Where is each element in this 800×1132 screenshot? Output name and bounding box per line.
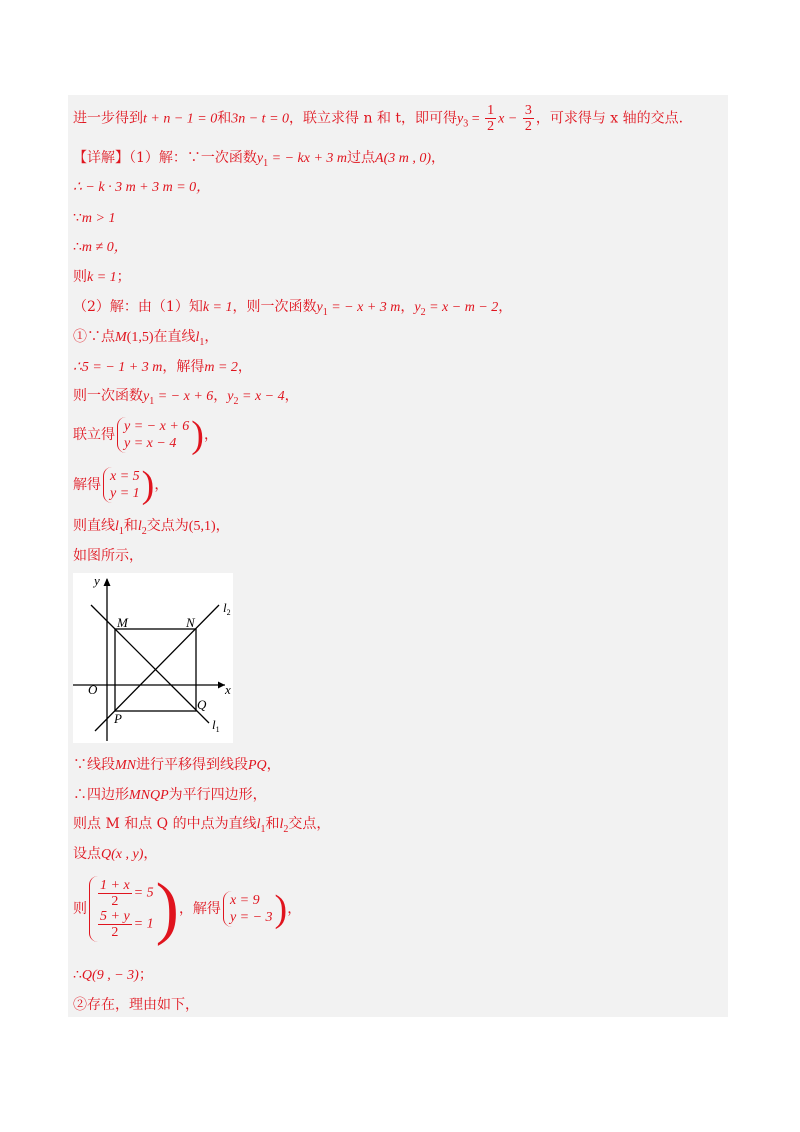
q-solution-system: x = 9 y = − 3 bbox=[223, 891, 273, 927]
point-p-label: P bbox=[114, 711, 122, 726]
figure-svg bbox=[73, 573, 233, 743]
line-midpoint: 则点 M 和点 Q 的中点为直线$l_1$和$l_2$交点， bbox=[73, 816, 331, 835]
x-arrow bbox=[218, 682, 225, 689]
line-translate: ∵线段MN进行平移得到线段PQ， bbox=[73, 757, 281, 773]
point-n-label: N bbox=[186, 615, 195, 630]
line-exists: ②存在，理由如下， bbox=[73, 997, 199, 1013]
line-system-1: 联立得 y = − x + 6 y = x − 4 )， bbox=[73, 414, 218, 456]
point-m-label: M bbox=[117, 615, 128, 630]
coordinate-figure bbox=[73, 573, 233, 743]
line-intersection: 则直线$l_1$和$l_2$交点为(5,1)， bbox=[73, 518, 230, 537]
x-label: x bbox=[225, 682, 231, 697]
fraction-three-halves: $\frac{3}{2}$ bbox=[524, 103, 532, 134]
l1-label: $l_1$ bbox=[212, 717, 220, 734]
line-as-shown: 如图所示， bbox=[73, 548, 143, 564]
line-set-q: 设点Q(x , y)， bbox=[73, 846, 158, 862]
line-midpoint-system: 则 $\frac{1 + x}{2}$ = 5 $\frac{5 + y}{2}$ = 1 )，解得 x = 9 y = − 3 )， bbox=[73, 870, 302, 947]
line-point-m: ①∵点M(1,5)在直线$l_1$， bbox=[73, 329, 219, 348]
y-arrow bbox=[104, 578, 111, 586]
line-solution-1: 解得 x = 5 y = 1 )， bbox=[73, 464, 169, 506]
line-m-greater: ∵m > 1 bbox=[73, 210, 116, 226]
solution-system: x = 5 y = 1 bbox=[103, 467, 140, 503]
line-k-value: 则k = 1； bbox=[73, 269, 131, 285]
line-hint: 进一步得到t + n − 1 = 0和3n − t = 0，联立求得 n 和 t，即可得$y_3$ = $\frac{1}{2}$ x − $\frac{3}{2}$ ，可求得与 x 轴的交点. bbox=[73, 103, 684, 134]
line-m-nonzero: ∴m ≠ 0， bbox=[73, 239, 128, 255]
l2-label: $l_2$ bbox=[223, 600, 231, 617]
midpoint-system: $\frac{1 + x}{2}$ = 5 $\frac{5 + y}{2}$ = 1 bbox=[89, 876, 154, 942]
equation-system: y = − x + 6 y = x − 4 bbox=[117, 417, 189, 453]
line-substitute: ∴ − k · 3 m + 3 m = 0， bbox=[73, 180, 211, 195]
point-q-label: Q bbox=[197, 697, 207, 712]
line-functions: 则一次函数$y_1$ = − x + 6，$y_2 = x - 4$， bbox=[73, 388, 299, 407]
detail-tag: 【详解】 bbox=[73, 150, 129, 166]
line-parallelogram: ∴四边形MNQP为平行四边形， bbox=[73, 787, 267, 803]
line-detail-start: 【详解】（1）解：∵一次函数$y_1$ = − kx + 3 m过点A(3 m , 0)， bbox=[73, 150, 446, 169]
line-q-result: ∴Q(9 , − 3)； bbox=[73, 967, 153, 983]
line-part2: （2）解：由（1）知k = 1，则一次函数$y_1$ = − x + 3 m，$y_2 = x - m - 2$， bbox=[73, 299, 513, 318]
fraction-half: $\frac{1}{2}$ bbox=[487, 103, 495, 134]
line-solve-m: ∴5 = − 1 + 3 m，解得m = 2， bbox=[73, 359, 252, 375]
origin-label: O bbox=[88, 682, 98, 697]
y-label: y bbox=[94, 573, 100, 588]
